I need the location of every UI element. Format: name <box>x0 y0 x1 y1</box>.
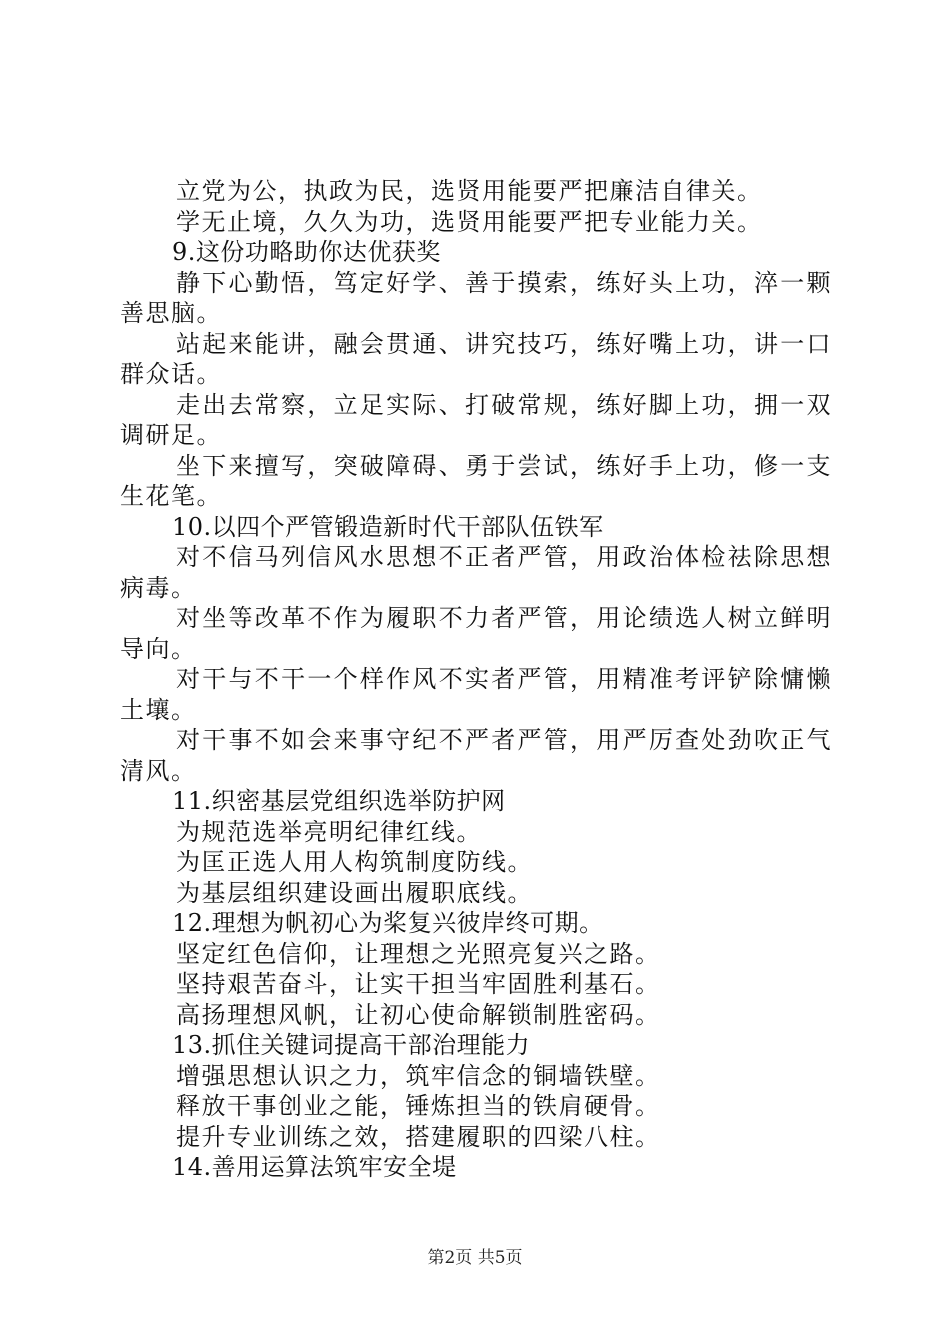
page-footer: 第2页 共5页 <box>427 1248 523 1268</box>
paragraph: 高扬理想风帆，让初心使命解锁制胜密码。 <box>176 1000 661 1029</box>
section-heading: 14.善用运算法筑牢安全堤 <box>172 1153 457 1181</box>
paragraph: 坚定红色信仰，让理想之光照亮复兴之路。 <box>176 939 661 968</box>
paragraph: 对干事不如会来事守纪不严者严管，用严厉查处劲吹正气清风。 <box>120 726 832 785</box>
paragraph: 站起来能讲，融会贯通、讲究技巧，练好嘴上功，讲一口群众话。 <box>120 329 832 388</box>
section-heading: 10.以四个严管锻造新时代干部队伍铁军 <box>172 512 604 541</box>
paragraph: 为匡正选人用人构筑制度防线。 <box>176 848 533 876</box>
paragraph: 增强思想认识之力，筑牢信念的铜墙铁壁。 <box>176 1061 661 1090</box>
paragraph: 对干与不干一个样作风不实者严管，用精准考评铲除慵懒土壤。 <box>120 665 832 724</box>
paragraph: 对坐等改革不作为履职不力者严管，用论绩选人树立鲜明导向。 <box>120 604 832 663</box>
section-heading: 13.抓住关键词提高干部治理能力 <box>172 1031 531 1059</box>
section-heading: 12.理想为帆初心为桨复兴彼岸终可期。 <box>172 909 604 937</box>
paragraph: 立党为公，执政为民，选贤用能要严把廉洁自律关。 <box>176 177 763 205</box>
section-heading: 9.这份功略助你达优获奖 <box>172 238 441 266</box>
paragraph: 对不信马列信风水思想不正者严管，用政治体检祛除思想病毒。 <box>120 543 832 602</box>
paragraph: 为基层组织建设画出履职底线。 <box>176 878 533 907</box>
document-body <box>120 176 832 1183</box>
paragraph: 坚持艰苦奋斗，让实干担当牢固胜利基石。 <box>176 970 661 998</box>
paragraph: 释放干事创业之能，锤炼担当的铁肩硬骨。 <box>176 1092 661 1120</box>
paragraph: 学无止境，久久为功，选贤用能要严把专业能力关。 <box>176 207 763 236</box>
paragraph: 走出去常察，立足实际、打破常规，练好脚上功，拥一双调研足。 <box>120 390 832 449</box>
paragraph: 坐下来擅写，突破障碍、勇于尝试，练好手上功，修一支生花笔。 <box>120 451 832 510</box>
paragraph: 为规范选举亮明纪律红线。 <box>176 817 482 846</box>
paragraph: 静下心勤悟，笃定好学、善于摸索，练好头上功，淬一颗善思脑。 <box>120 268 832 327</box>
paragraph: 提升专业训练之效，搭建履职的四梁八柱。 <box>176 1122 661 1151</box>
section-heading: 11.织密基层党组织选举防护网 <box>172 787 506 815</box>
